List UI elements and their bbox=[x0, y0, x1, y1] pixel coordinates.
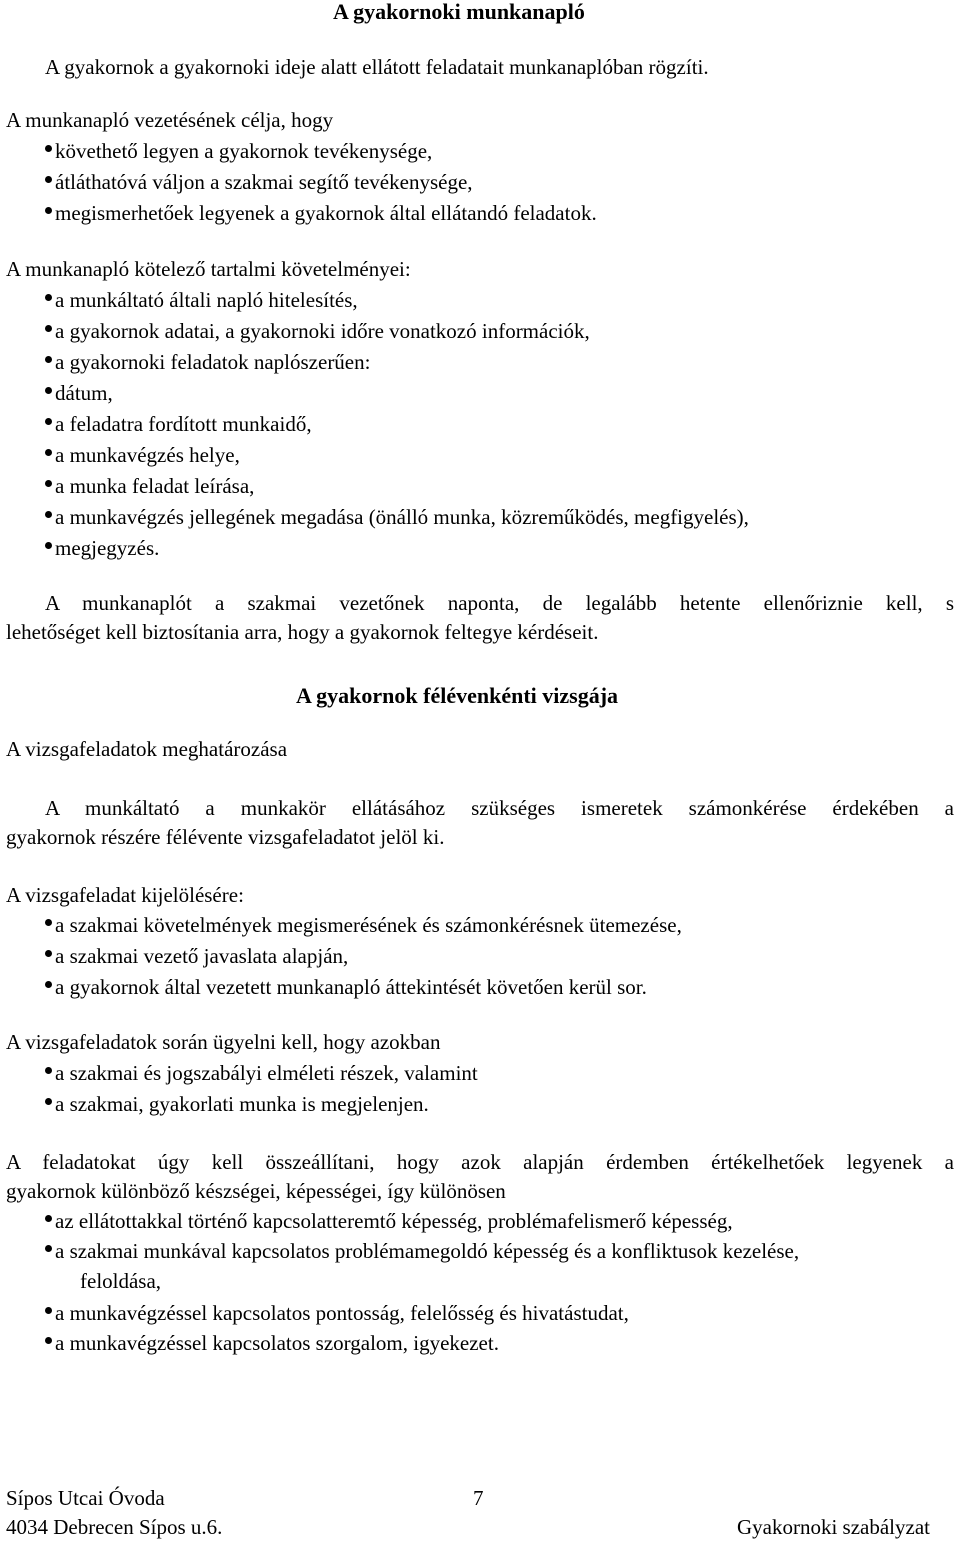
page-title: A gyakornoki munkanapló bbox=[333, 0, 585, 24]
bullet-icon bbox=[45, 1067, 52, 1074]
list-item-continuation: feloldása, bbox=[80, 1269, 162, 1293]
bullet-icon bbox=[45, 1215, 52, 1222]
bullet-icon bbox=[45, 511, 52, 518]
list-item: a szakmai követelmények megismerésének és számonkérésnek ütemezése, bbox=[45, 910, 682, 941]
list-item: a szakmai munkával kapcsolatos problémamegoldó képesség és a konfliktusok kezelése, bbox=[45, 1236, 799, 1267]
list-item: megismerhetőek legyenek a gyakornok által ellátandó feladatok. bbox=[45, 198, 597, 229]
exam-paragraph-line2: gyakornok részére félévente vizsgafeladatot jelöl ki. bbox=[6, 825, 445, 849]
list-item: a munkavégzés jellegének megadása (önálló munka, közreműködés, megfigyelés), bbox=[45, 502, 749, 533]
bullet-icon bbox=[45, 480, 52, 487]
footer-page-number: 7 bbox=[473, 1486, 484, 1510]
bullet-icon bbox=[45, 1337, 52, 1344]
bullet-icon bbox=[45, 207, 52, 214]
list-item: az ellátottakkal történő kapcsolatteremtő képesség, problémafelismerő képesség, bbox=[45, 1206, 733, 1237]
bullet-icon bbox=[45, 449, 52, 456]
requirements-lead: A munkanapló kötelező tartalmi követelményei: bbox=[6, 257, 411, 281]
list-item: átláthatóvá váljon a szakmai segítő tevékenysége, bbox=[45, 167, 473, 198]
bullet-icon bbox=[45, 387, 52, 394]
bullet-icon bbox=[45, 418, 52, 425]
check-paragraph-line1: A munkanaplót a szakmai vezetőnek naponta, de legalább hetente ellenőriznie kell, s bbox=[45, 591, 954, 615]
tasks-paragraph-line1: A feladatokat úgy kell összeállítani, hogy azok alapján érdemben értékelhetőek legyenek a bbox=[6, 1150, 954, 1174]
list-item: a szakmai, gyakorlati munka is megjelenjen. bbox=[45, 1089, 429, 1120]
list-item: dátum, bbox=[45, 378, 113, 409]
intro-text: A gyakornok a gyakornoki ideje alatt ellátott feladatait munkanaplóban rögzíti. bbox=[45, 55, 709, 79]
bullet-icon bbox=[45, 176, 52, 183]
bullet-icon bbox=[45, 294, 52, 301]
footer-doc-name: Gyakornoki szabályzat bbox=[736, 1515, 930, 1539]
bullet-icon bbox=[45, 325, 52, 332]
tasks-paragraph-line2: gyakornok különböző készségei, képességei, így különösen bbox=[6, 1179, 506, 1203]
section-title: A gyakornok félévenkénti vizsgája bbox=[296, 683, 619, 708]
list-item: a munka feladat leírása, bbox=[45, 471, 254, 502]
bullet-icon bbox=[45, 981, 52, 988]
bullet-icon bbox=[45, 542, 52, 549]
bullet-icon bbox=[45, 1307, 52, 1314]
list-item: a feladatra fordított munkaidő, bbox=[45, 409, 312, 440]
designation-lead: A vizsgafeladat kijelölésére: bbox=[6, 883, 244, 907]
list-item: a gyakornoki feladatok naplószerűen: bbox=[45, 347, 370, 378]
footer-address: 4034 Debrecen Sípos u.6. bbox=[6, 1515, 223, 1539]
list-item: a munkavégzéssel kapcsolatos szorgalom, igyekezet. bbox=[45, 1328, 499, 1359]
list-item: a munkavégzés helye, bbox=[45, 440, 240, 471]
footer-org: Sípos Utcai Óvoda bbox=[6, 1486, 165, 1510]
list-item: a munkavégzéssel kapcsolatos pontosság, felelősség és hivatástudat, bbox=[45, 1298, 629, 1329]
bullet-icon bbox=[45, 356, 52, 363]
bullet-icon bbox=[45, 919, 52, 926]
list-item: a munkáltató általi napló hitelesítés, bbox=[45, 285, 358, 316]
purpose-lead: A munkanapló vezetésének célja, hogy bbox=[6, 108, 334, 132]
bullet-icon bbox=[45, 145, 52, 152]
list-item: a gyakornok által vezetett munkanapló áttekintését követően kerül sor. bbox=[45, 972, 647, 1003]
list-item: megjegyzés. bbox=[45, 533, 159, 564]
check-paragraph-line2: lehetőséget kell biztosítania arra, hogy a gyakornok feltegye kérdéseit. bbox=[6, 620, 599, 644]
list-item: a gyakornok adatai, a gyakornoki időre vonatkozó információk, bbox=[45, 316, 590, 347]
attention-lead: A vizsgafeladatok során ügyelni kell, hogy azokban bbox=[6, 1030, 441, 1054]
bullet-icon bbox=[45, 1098, 52, 1105]
bullet-icon bbox=[45, 1245, 52, 1252]
bullet-icon bbox=[45, 950, 52, 957]
subsection-title: A vizsgafeladatok meghatározása bbox=[6, 737, 288, 761]
list-item: a szakmai vezető javaslata alapján, bbox=[45, 941, 348, 972]
list-item: követhető legyen a gyakornok tevékenysége, bbox=[45, 136, 432, 167]
exam-paragraph-line1: A munkáltató a munkakör ellátásához szükséges ismeretek számonkérése érdekében a bbox=[45, 796, 954, 820]
list-item: a szakmai és jogszabályi elméleti részek, valamint bbox=[45, 1058, 478, 1089]
